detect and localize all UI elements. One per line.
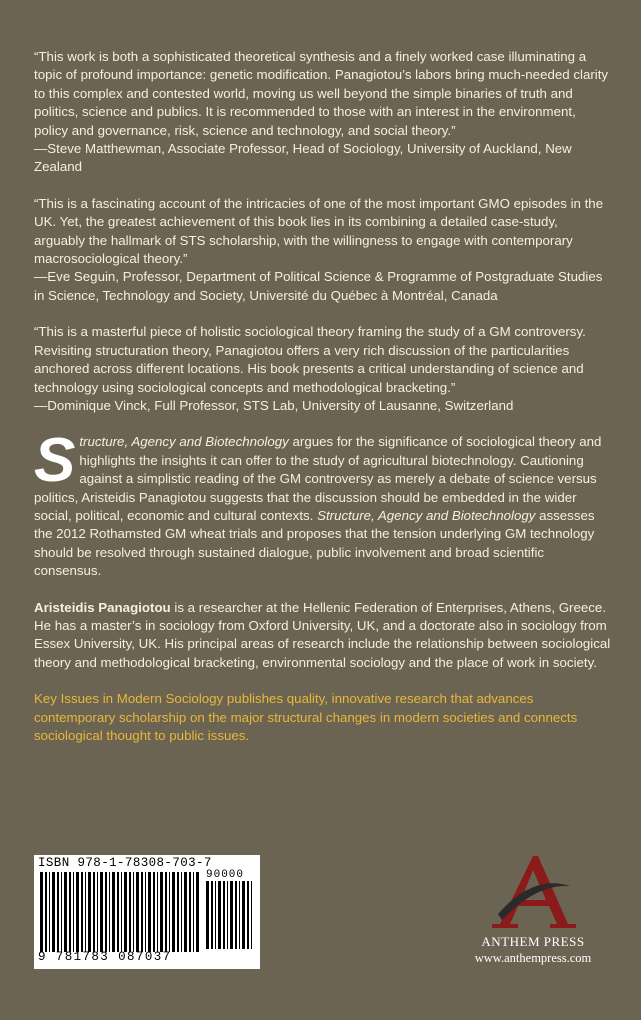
barcode-bar (196, 872, 199, 952)
barcode-bar (136, 872, 139, 952)
barcode-bar (57, 872, 59, 952)
book-title: tructure, Agency and Biotechnology (79, 434, 289, 450)
barcode-bar (218, 881, 221, 949)
barcode-bar (235, 881, 237, 949)
endorsement-quote-2 (34, 195, 612, 305)
price-code: 90000 (206, 869, 245, 881)
ean-number: 9 781783 087037 (38, 950, 172, 964)
book-title-repeat: Structure, Agency and Biotechnology (317, 507, 536, 523)
author-name: Aristeidis Panagiotou (34, 599, 171, 615)
barcode-bar (227, 881, 228, 949)
barcode-bar (40, 872, 43, 952)
barcode-bar (88, 872, 91, 952)
author-bio (34, 599, 612, 673)
barcode-bar (64, 872, 67, 952)
quote-text: “This is a masterful piece of holistic sociological theory framing the study of a GM controversy. Revisiting structuration theory, Panagiotou offers a very rich discussion of the particularities anchored across different locations. His book presents a critical understanding of science and technology using sociological concepts and methodological bracketing.” (34, 324, 586, 395)
barcode-bar (169, 872, 170, 952)
barcode-bar (133, 872, 134, 952)
series-description (34, 690, 612, 745)
barcode-bar (81, 872, 83, 952)
book-description (34, 426, 612, 580)
barcode-bar (181, 872, 182, 952)
barcode-bar (193, 872, 194, 952)
quote-text: “This work is both a sophisticated theoretical synthesis and a finely worked case illuminating a topic of profound importance: genetic modification. Panagiotou’s labors bring much-needed clarity to this complex and contested world, moving us well beyond the simple binaries of truth and politics, science and publics. It is recommended to those with an interest in the environment, policy and governance, risk, science and technology, and social theory.” (34, 49, 609, 138)
back-cover-text (34, 48, 612, 745)
barcode-bar (117, 872, 119, 952)
barcode-bar (184, 872, 187, 952)
barcode-bar (230, 881, 233, 949)
barcode-bar (251, 881, 252, 949)
barcode-bar (112, 872, 115, 952)
barcode-bar (148, 872, 151, 952)
barcode-bar (242, 881, 245, 949)
barcode-bar (129, 872, 131, 952)
barcode-bar (105, 872, 107, 952)
barcode-bar (157, 872, 158, 952)
barcode-bar (211, 881, 213, 949)
barcode-bar (124, 872, 127, 952)
barcode-bar (177, 872, 179, 952)
barcode-bar (69, 872, 71, 952)
drop-cap: S (34, 426, 76, 496)
barcode-bar (141, 872, 143, 952)
anthem-a-logo-icon (488, 854, 578, 932)
series-text: publishes quality, innovative research that advances contemporary scholarship on the major structural changes in modern societies and connects sociological thought to public issues. (34, 691, 578, 743)
barcode-bar (97, 872, 98, 952)
barcode-bar (52, 872, 55, 952)
description-part-2: assesses the 2012 Rothamsted GM wheat trials and proposes that the tension underlying GM technology should be resolved through sustained dialogue, public involvement and broad scientific consensus. (34, 507, 595, 579)
isbn-barcode (34, 855, 260, 969)
series-name: Key Issues in Modern Sociology (34, 691, 224, 707)
barcode-bar (85, 872, 86, 952)
publisher-url: www.anthempress.com (474, 951, 592, 965)
barcode-bar (172, 872, 175, 952)
barcode-bar (223, 881, 225, 949)
quote-attribution: —Steve Matthewman, Associate Professor, Head of Sociology, University of Auckland, New Zealand (34, 141, 572, 175)
barcode-bar (189, 872, 191, 952)
barcode-bar (73, 872, 74, 952)
barcode-bar (206, 881, 209, 949)
publisher-name: ANTHEM PRESS (481, 934, 585, 949)
barcode-bar (247, 881, 249, 949)
barcode-bar (145, 872, 146, 952)
quote-attribution: —Eve Seguin, Professor, Department of Political Science & Programme of Postgraduate Studies in Science, Technology and Society, Université du Québec à Montréal, Canada (34, 269, 603, 303)
barcode-bar (160, 872, 163, 952)
endorsement-quote-3 (34, 323, 612, 415)
barcode-bar (93, 872, 95, 952)
barcode-bar (45, 872, 47, 952)
barcode-bar (239, 881, 240, 949)
barcode-bar (76, 872, 79, 952)
publisher-logo (448, 854, 618, 972)
description-part-1: argues for the significance of sociological theory and highlights the insights it can offer to the study of agricultural biotechnology. Cautioning against a simplistic reading of the GM controversy as merely a debate of science versus politics, Aristeidis Panagiotou suggests that the discussion should be embedded in the wider social, political, economic and cultural contexts. (34, 434, 602, 523)
isbn-number: ISBN 978-1-78308-703-7 (38, 856, 212, 870)
barcode-bar (153, 872, 155, 952)
quote-attribution: —Dominique Vinck, Full Professor, STS Lab, University of Lausanne, Switzerland (34, 397, 514, 413)
barcode-bar (61, 872, 62, 952)
quote-text: “This is a fascinating account of the intricacies of one of the most important GMO episodes in the UK. Yet, the greatest achievement of this book lies in its combining a detailed case-study, arguably the hallmark of STS scholarship, with the willingness to engage with contemporary macrosociological theory.” (34, 195, 604, 267)
barcode-bar (121, 872, 122, 952)
endorsement-quote-1 (34, 48, 612, 177)
barcode-bar (100, 872, 103, 952)
barcode-bars (40, 872, 200, 952)
author-bio-text: is a researcher at the Hellenic Federation of Enterprises, Athens, Greece. He has a master’s in sociology from Oxford University, UK, and a doctorate also in sociology from Essex University, UK. His principal areas of research include the relationship between sociological theory and methodological bracketing, environmental sociology and the place of work in society. (34, 599, 611, 670)
barcode-bar (49, 872, 50, 952)
barcode-bar (109, 872, 110, 952)
barcode-addon-bars (206, 881, 254, 949)
barcode-bar (165, 872, 167, 952)
barcode-bar (215, 881, 216, 949)
